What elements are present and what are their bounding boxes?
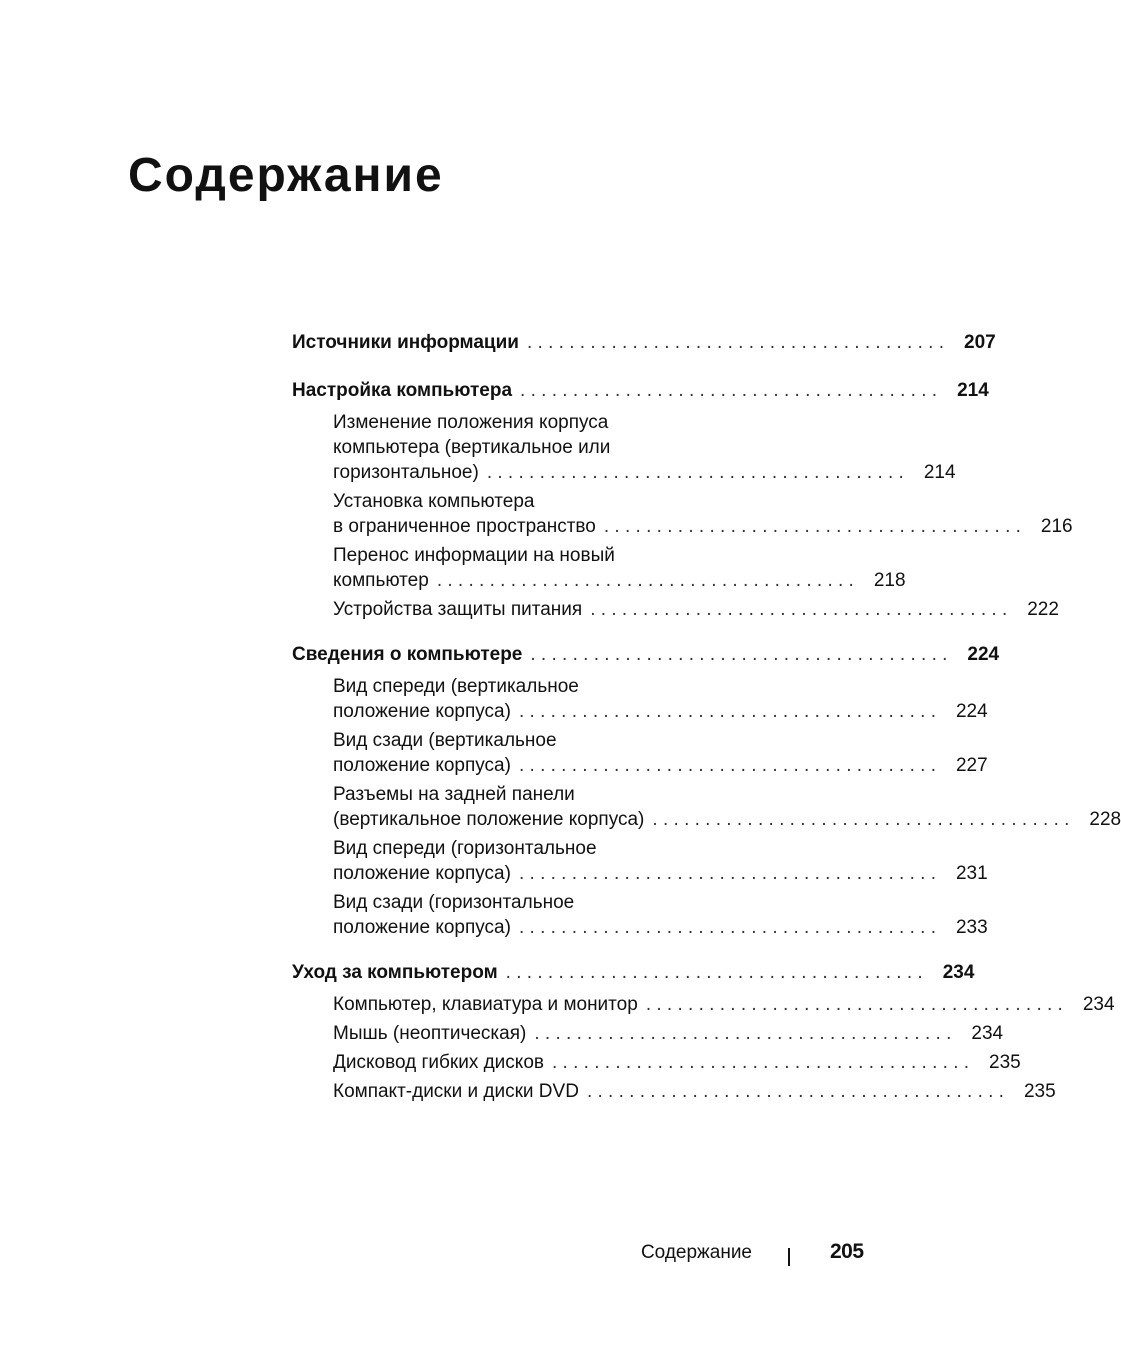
toc-page-number: 218 [873, 570, 906, 591]
toc-section-title: Источники информации [292, 328, 527, 358]
page-footer [0, 1240, 954, 1270]
toc-entry-text: Вид спереди (горизонтальное [333, 838, 597, 859]
toc-page-number: 234 [1082, 994, 1115, 1015]
toc-entry-text: Мышь (неоптическая) [333, 1021, 534, 1046]
toc-entry[interactable] [333, 992, 1115, 1017]
dot-leader: . . . . . . . . . . . . . . . . . . . . . . . . . . . . . . . . . . . . . . . . [520, 380, 938, 401]
toc-entry-text: (вертикальное положение корпуса) [333, 807, 652, 832]
toc-section [292, 640, 1121, 940]
toc-entry-text: Разъемы на задней панели [333, 784, 575, 805]
toc-entry[interactable] [333, 836, 988, 886]
table-of-contents [292, 328, 1121, 1122]
dot-leader: . . . . . . . . . . . . . . . . . . . . . . . . . . . . . . . . . . . . . . . . [590, 599, 1008, 620]
toc-entry[interactable] [333, 543, 906, 593]
toc-page-number: 227 [955, 755, 988, 776]
toc-entry-text: Вид сзади (вертикальное [333, 730, 557, 751]
dot-leader: . . . . . . . . . . . . . . . . . . . . . . . . . . . . . . . . . . . . . . . . [552, 1052, 970, 1073]
toc-page-number: 214 [957, 380, 989, 401]
toc-page-number: 235 [989, 1052, 1021, 1073]
toc-section-heading[interactable] [292, 640, 1000, 670]
toc-entry-text: горизонтальное) [333, 460, 487, 485]
toc-entry-text: Установка компьютера [333, 491, 535, 512]
toc-entry-line[interactable] [333, 1021, 1004, 1046]
toc-entry-line[interactable] [333, 597, 1059, 622]
toc-entry-line[interactable] [333, 915, 988, 940]
toc-section [292, 376, 1073, 622]
toc-section-title: Уход за компьютером [292, 958, 506, 988]
toc-entry-text: положение корпуса) [333, 753, 519, 778]
toc-section-heading[interactable] [292, 376, 989, 406]
toc-entry[interactable] [333, 1021, 1004, 1046]
toc-section-title: Сведения о компьютере [292, 640, 530, 670]
dot-leader: . . . . . . . . . . . . . . . . . . . . . . . . . . . . . . . . . . . . . . . . [586, 1081, 1004, 1102]
toc-entry[interactable] [333, 489, 1073, 539]
toc-page-number: 231 [955, 863, 988, 884]
dot-leader: . . . . . . . . . . . . . . . . . . . . . . . . . . . . . . . . . . . . . . . . [652, 809, 1070, 830]
toc-page-number: 234 [971, 1023, 1004, 1044]
dot-leader: . . . . . . . . . . . . . . . . . . . . . . . . . . . . . . . . . . . . . . . . [530, 644, 948, 665]
toc-entry-text: Компакт-диски и диски DVD [333, 1079, 587, 1104]
toc-entry-line[interactable] [333, 992, 1115, 1017]
toc-entry-line[interactable] [333, 807, 1121, 832]
toc-entry[interactable] [333, 1079, 1056, 1104]
footer-page-number: 205 [830, 1240, 864, 1263]
toc-entry-text: компьютер [333, 568, 437, 593]
toc-page-number: 214 [923, 462, 956, 483]
toc-page-number: 216 [1040, 516, 1073, 537]
toc-entry-text: Перенос информации на новый [333, 545, 615, 566]
toc-entry-line[interactable] [333, 753, 988, 778]
toc-entry[interactable] [333, 674, 988, 724]
dot-leader: . . . . . . . . . . . . . . . . . . . . . . . . . . . . . . . . . . . . . . . . [505, 962, 923, 983]
toc-entry-text: Устройства защиты питания [333, 597, 590, 622]
toc-section-heading[interactable] [292, 328, 996, 358]
toc-entry[interactable] [333, 728, 988, 778]
toc-entry-line[interactable] [333, 1079, 1056, 1104]
toc-section-heading[interactable] [292, 958, 975, 988]
toc-entry-line[interactable] [333, 460, 956, 485]
toc-entry-line[interactable] [333, 514, 1073, 539]
toc-entry-line[interactable] [333, 568, 906, 593]
dot-leader: . . . . . . . . . . . . . . . . . . . . . . . . . . . . . . . . . . . . . . . . [436, 570, 854, 591]
toc-section-title: Настройка компьютера [292, 376, 520, 406]
dot-leader: . . . . . . . . . . . . . . . . . . . . . . . . . . . . . . . . . . . . . . . . [526, 332, 945, 353]
toc-entry-text: Изменение положения корпуса [333, 412, 609, 433]
toc-entry[interactable] [333, 410, 956, 485]
toc-entry-text: Дисковод гибких дисков [333, 1050, 552, 1075]
toc-section [292, 328, 996, 358]
toc-entry-text: компьютера (вертикальное или [333, 437, 611, 458]
dot-leader: . . . . . . . . . . . . . . . . . . . . . . . . . . . . . . . . . . . . . . . . [486, 462, 904, 483]
footer-divider [788, 1248, 790, 1266]
dot-leader: . . . . . . . . . . . . . . . . . . . . . . . . . . . . . . . . . . . . . . . . [645, 994, 1063, 1015]
toc-entry-line[interactable] [333, 699, 988, 724]
dot-leader: . . . . . . . . . . . . . . . . . . . . . . . . . . . . . . . . . . . . . . . . [518, 917, 936, 938]
toc-entry-text: положение корпуса) [333, 699, 519, 724]
footer-label: Содержание [640, 1242, 752, 1263]
dot-leader: . . . . . . . . . . . . . . . . . . . . . . . . . . . . . . . . . . . . . . . . [603, 516, 1021, 537]
toc-page-number: 234 [942, 962, 975, 983]
toc-entry[interactable] [333, 1050, 1021, 1075]
toc-entry[interactable] [333, 782, 1121, 832]
dot-leader: . . . . . . . . . . . . . . . . . . . . . . . . . . . . . . . . . . . . . . . . [518, 701, 936, 722]
toc-section [292, 958, 1115, 1104]
toc-entry-text: Вид сзади (горизонтальное [333, 892, 575, 913]
toc-page-number: 224 [967, 644, 1000, 665]
dot-leader: . . . . . . . . . . . . . . . . . . . . . . . . . . . . . . . . . . . . . . . . [518, 863, 936, 884]
toc-entry-text: положение корпуса) [333, 861, 519, 886]
toc-page-number: 235 [1023, 1081, 1056, 1102]
toc-entry-line[interactable] [333, 861, 988, 886]
toc-page-number: 224 [955, 701, 988, 722]
toc-page-number: 207 [964, 332, 996, 353]
toc-entry-text: положение корпуса) [333, 915, 519, 940]
dot-leader: . . . . . . . . . . . . . . . . . . . . . . . . . . . . . . . . . . . . . . . . [518, 755, 936, 776]
toc-entry-text: Вид спереди (вертикальное [333, 676, 579, 697]
toc-entry-text: Компьютер, клавиатура и монитор [333, 992, 646, 1017]
toc-page-number: 233 [955, 917, 988, 938]
toc-entry-text: в ограниченное пространство [333, 514, 604, 539]
toc-entry-line[interactable] [333, 1050, 1021, 1075]
dot-leader: . . . . . . . . . . . . . . . . . . . . . . . . . . . . . . . . . . . . . . . . [534, 1023, 952, 1044]
toc-page-number: 222 [1027, 599, 1059, 620]
toc-entry[interactable] [333, 890, 988, 940]
toc-entry[interactable] [333, 597, 1059, 622]
toc-page-number: 228 [1089, 809, 1121, 830]
page-title: Содержание [128, 149, 444, 202]
